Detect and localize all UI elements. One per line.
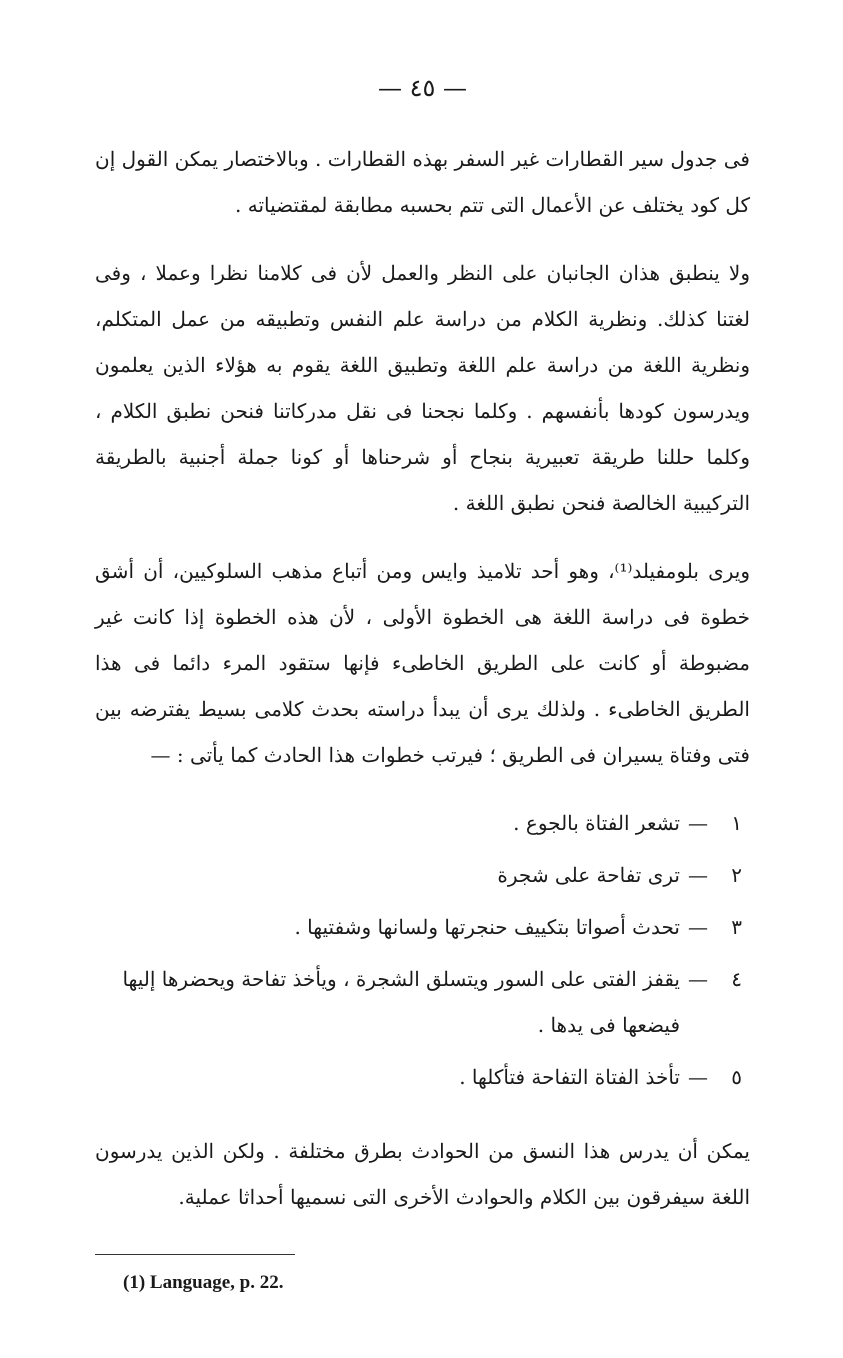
list-item-text: ترى تفاحة على شجرة [497, 863, 680, 887]
paragraph-3: ويرى بلومفيلد⁽¹⁾، وهو أحد تلاميذ وايس ومن أتباع مذهب السلوكيين، أن أشق خطوة فى دراسة اللغة هى الخطوة الأولى ، لأن هذه الخطوة إذا كانت غير مضبوطة أو كانت على الطريق الخاطىء فإنها ستقود المرء دائما فى هذا الطريق الخاطىء . ولذلك يرى أن يبدأ دراسته بحدث كلامى بسيط يفترضه بين فتى وفتاة يسيران فى الطريق ؛ فيرتب خطوات هذا الحادث كما يأتى : — [95, 559, 750, 767]
list-item-dash: — [688, 811, 708, 835]
list-item-dash: — [688, 967, 708, 991]
numbered-list [95, 800, 750, 1100]
list-item-dash: — [688, 915, 708, 939]
list-item-dash: — [688, 863, 708, 887]
list-item [95, 852, 750, 898]
paragraph-1: فى جدول سير القطارات غير السفر بهذه القطارات . وبالاختصار يمكن القول إن كل كود يختلف عن الأعمال التى تتم بحسبه مطابقة لمقتضياته . [95, 147, 750, 217]
list-item-number: ٣ [731, 915, 742, 939]
page-number: — ٤٥ — [377, 74, 468, 102]
list-item-number: ٥ [731, 1065, 742, 1089]
list-item-text: تحدث أصواتا بتكييف حنجرتها ولسانها وشفتيها . [294, 915, 680, 939]
page [95, 70, 750, 1297]
closing-paragraph: يمكن أن يدرس هذا النسق من الحوادث بطرق مختلفة . ولكن الذين يدرسون اللغة سيفرقون بين الكلام والحوادث الأخرى التى نسميها أحداثا عملية. [95, 1139, 750, 1209]
list-item [95, 904, 750, 950]
list-item [95, 800, 750, 846]
paragraph-2: ولا ينطبق هذان الجانبان على النظر والعمل لأن فى كلامنا نظرا وعملا ، وفى لغتنا كذلك. ونظرية الكلام من دراسة علم النفس وتطبيقه من عمل المتكلم، ونظرية اللغة من دراسة علم اللغة وتطبيق اللغة يقوم به هؤلاء الذين يعلمون ويدرسون كودها بأنفسهم . وكلما نجحنا فى نقل مدركاتنا فنحن نطبق الكلام ، وكلما حللنا طريقة تعبيرية بنجاح أو شرحناها أو كونا جملة أجنبية بالطريقة التركيبية الخالصة فنحن نطبق اللغة . [95, 261, 750, 515]
footnote: (1) Language, p. 22. [123, 1272, 284, 1293]
list-item-text: تشعر الفتاة بالجوع . [513, 811, 680, 835]
list-item-text: تأخذ الفتاة التفاحة فتأكلها . [459, 1065, 680, 1089]
list-item-number: ٤ [731, 967, 742, 991]
list-item-number: ٢ [731, 863, 742, 887]
list-item [95, 1054, 750, 1100]
footnote-divider [95, 1254, 295, 1255]
list-item-text: يقفز الفتى على السور ويتسلق الشجرة ، ويأخذ تفاحة ويحضرها إليها فيضعها فى يدها . [122, 967, 680, 1037]
list-item [95, 956, 750, 1048]
list-item-dash: — [688, 1065, 708, 1089]
list-item-number: ١ [731, 811, 742, 835]
